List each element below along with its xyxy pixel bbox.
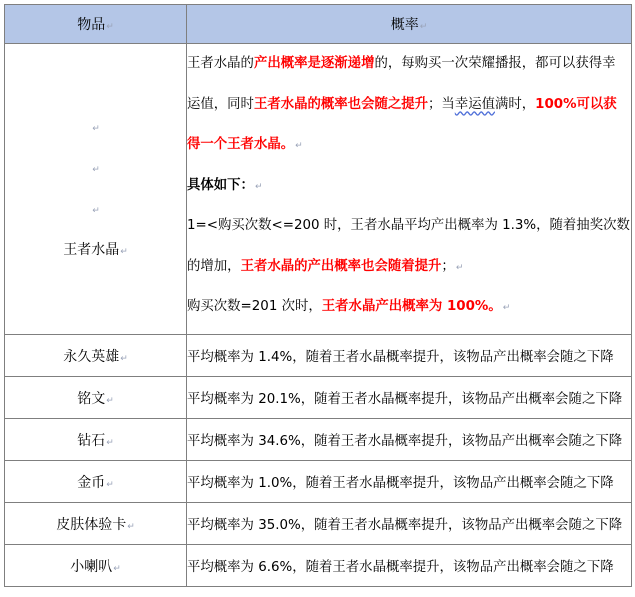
text-span: ； [441,258,455,274]
item-name-cell [5,335,187,377]
desc-line-4 [187,166,631,207]
paragraph-mark-icon: ↵ [419,22,428,32]
text-span: 购买次数=201 次时， [187,299,322,314]
desc-line-3 [187,125,631,166]
item-name: 皮肤体验卡 [56,516,127,533]
text-span: 王者水晶的 [187,56,254,71]
paragraph-mark-icon: ↵ [106,437,114,448]
table-row [5,545,632,587]
text-span: 的增加， [187,258,241,274]
table-row [5,377,632,419]
item-name-cell [5,44,187,335]
item-name: 钻石 [77,432,106,449]
paragraph-mark-icon: ↵ [127,521,135,532]
highlight-text: 100%可以获 [535,96,617,112]
item-name: 永久英雄 [63,348,120,365]
item-probability: 平均概率为 1.0%，随着王者水晶概率提升，该物品产出概率会随之下降 [187,476,614,491]
highlight-text: 产出概率是逐渐递增 [253,56,375,71]
paragraph-mark-icon: ↵ [254,181,263,192]
item-name-cell [5,503,187,545]
header-probability-label: 概率 [390,17,419,33]
header-probability [187,5,632,44]
item-probability: 平均概率为 34.6%，随着王者水晶概率提升，该物品产出概率会随之下降 [187,434,623,449]
paragraph-mark-icon: ↵ [106,395,114,406]
table-row [5,419,632,461]
item-name-cell [5,419,187,461]
desc-line-7 [187,287,631,328]
item-probability: 平均概率为 35.0%，随着王者水晶概率提升，该物品产出概率会随之下降 [187,518,623,533]
item-probability-cell [187,461,632,503]
paragraph-mark-icon: ↵ [92,165,100,175]
item-probability: 平均概率为 1.4%，随着王者水晶概率提升，该物品产出概率会随之下降 [187,350,614,365]
paragraph-mark-icon: ↵ [92,124,100,134]
header-item [5,5,187,44]
highlight-text: 王者水晶产出概率为 100%。 [321,299,502,314]
text-span: 的，每购买一次荣耀播报，都可以获得幸 [374,56,616,71]
paragraph-mark-icon: ↵ [120,247,128,257]
desc-line-2 [187,85,631,126]
item-probability: 平均概率为 6.6%，随着王者水晶概率提升，该物品产出概率会随之下降 [187,560,614,575]
desc-line-5 [187,206,631,247]
item-name: 金币 [77,474,106,491]
spellcheck-text: 幸运值 [454,96,495,112]
paragraph-mark-icon: ↵ [106,479,114,490]
item-name-cell [5,461,187,503]
table-row [5,503,632,545]
header-row [5,5,632,44]
paragraph-mark-icon: ↵ [113,563,121,574]
table-row-main-item [5,44,632,335]
item-probability-cell [187,377,632,419]
probability-table [4,4,632,587]
table-row [5,335,632,377]
highlight-text: 得一个王者水晶。 [187,137,295,152]
desc-line-6 [187,247,631,288]
item-probability-cell [187,44,632,335]
item-probability-cell [187,335,632,377]
paragraph-mark-icon: ↵ [106,22,114,32]
text-span: ；当 [428,96,455,112]
item-name-cell [5,545,187,587]
paragraph-mark-icon: ↵ [295,141,303,151]
item-probability-cell [187,503,632,545]
item-probability-cell [187,419,632,461]
item-name: 王者水晶 [63,242,120,258]
item-probability-cell [187,545,632,587]
text-span: 满时， [494,96,536,112]
desc-line-1 [187,44,631,85]
highlight-text: 王者水晶的概率也会随之提升 [253,96,429,112]
paragraph-mark-icon: ↵ [455,262,464,273]
paragraph-mark-icon: ↵ [502,303,511,313]
header-item-label: 物品 [77,17,106,33]
paragraph-mark-icon: ↵ [92,206,100,216]
text-span: 1=<购买次数<=200 时，王者水晶平均产出概率为 1.3%，随着抽奖次数 [187,218,630,233]
item-name-cell [5,377,187,419]
bold-text: 具体如下： [187,177,254,193]
paragraph-mark-icon: ↵ [120,353,128,364]
item-name: 小喇叭 [70,558,113,575]
table-row [5,461,632,503]
text-span: 运值，同时 [187,96,254,112]
item-probability: 平均概率为 20.1%，随着王者水晶概率提升，该物品产出概率会随之下降 [187,392,623,407]
highlight-text: 王者水晶的产出概率也会随着提升 [240,258,442,274]
item-name: 铭文 [77,390,106,407]
